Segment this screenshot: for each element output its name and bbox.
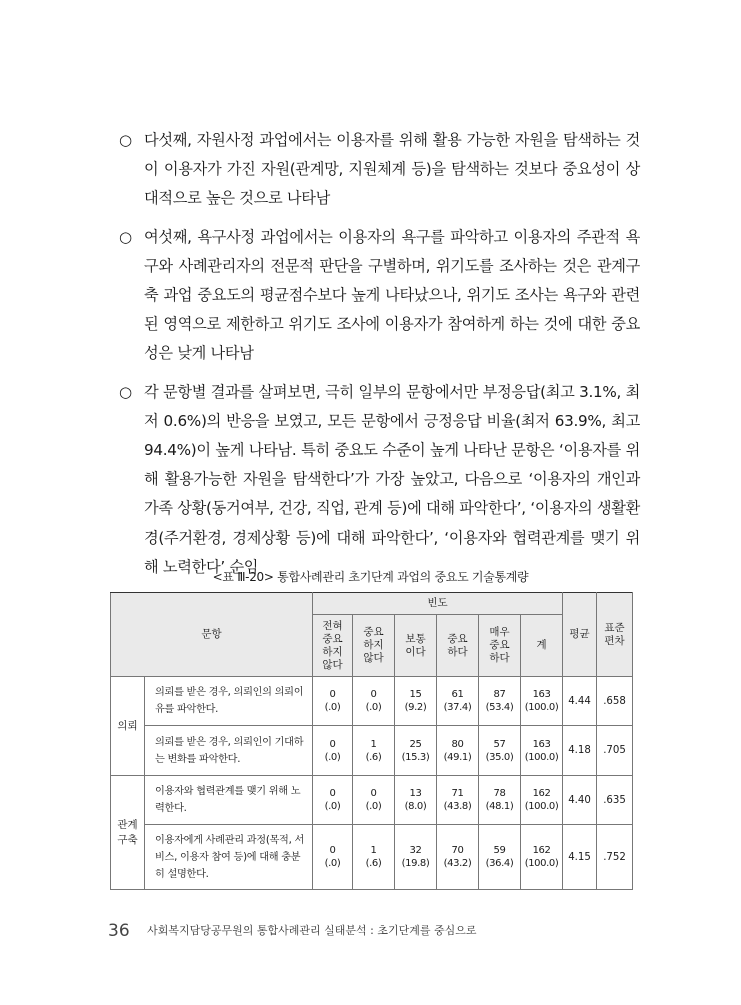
count: 0 <box>329 689 336 700</box>
sd-cell: .752 <box>597 825 633 890</box>
count: 1 <box>370 738 377 750</box>
header-line: 하다 <box>489 652 510 664</box>
percent: (53.4) <box>485 702 514 713</box>
percent: (43.2) <box>443 858 472 869</box>
header-sd-line: 편차 <box>604 634 625 647</box>
percent: (9.2) <box>404 702 427 713</box>
header-freq-col <box>313 615 353 677</box>
percent: (100.0) <box>524 751 559 763</box>
percent: (43.8) <box>443 801 472 812</box>
count: 162 <box>532 788 551 799</box>
group-label: 의뢰 <box>111 677 145 776</box>
freq-cell <box>437 726 479 776</box>
percent: (.0) <box>324 858 341 869</box>
percent: (100.0) <box>524 858 559 869</box>
freq-cell <box>313 726 353 776</box>
freq-cell <box>479 726 521 776</box>
count: 0 <box>329 738 336 750</box>
freq-cell <box>437 825 479 890</box>
item-text: 의뢰를 받은 경우, 의뢰인의 의뢰이유를 파악한다. <box>145 677 313 726</box>
count: 0 <box>329 845 336 856</box>
header-sd-line: 표준 <box>604 621 625 634</box>
sd-cell: .705 <box>597 726 633 776</box>
sd-cell: .658 <box>597 677 633 726</box>
header-line: 않다 <box>363 652 384 664</box>
table-row <box>111 825 633 890</box>
percent: (.0) <box>365 801 382 812</box>
header-line: 중요 <box>489 639 510 651</box>
table-caption: <표 Ⅲ-20> 통합사례관리 초기단계 과업의 중요도 기술통계량 <box>212 570 529 584</box>
freq-cell <box>313 776 353 825</box>
freq-cell <box>353 677 395 726</box>
freq-cell <box>395 776 437 825</box>
header-freq-col <box>353 615 395 677</box>
percent: (.0) <box>324 751 341 763</box>
percent: (48.1) <box>485 801 514 812</box>
header-line: 중요 <box>363 626 384 638</box>
count: 13 <box>409 788 422 799</box>
page-number: 36 <box>108 921 130 941</box>
freq-cell <box>313 825 353 890</box>
freq-cell <box>479 825 521 890</box>
count: 163 <box>532 689 551 700</box>
bullet-item <box>112 378 640 582</box>
count: 78 <box>493 788 506 799</box>
count: 59 <box>493 845 506 856</box>
percent: (19.8) <box>401 858 430 869</box>
header-line: 중요 <box>322 632 343 645</box>
count: 61 <box>451 689 464 700</box>
item-text: 의뢰를 받은 경우, 의뢰인이 기대하는 변화를 파악한다. <box>145 726 313 776</box>
count: 0 <box>329 788 336 799</box>
count: 57 <box>493 738 506 750</box>
header-frequency: 빈도 <box>313 593 563 615</box>
importance-stats-table <box>110 592 633 890</box>
percent: (.6) <box>365 858 382 869</box>
header-line: 보통 <box>405 632 426 645</box>
freq-cell <box>353 825 395 890</box>
header-line: 중요 <box>447 632 468 645</box>
percent: (100.0) <box>524 801 559 812</box>
freq-cell <box>395 825 437 890</box>
mean-cell: 4.15 <box>563 825 597 890</box>
freq-cell <box>521 825 563 890</box>
percent: (49.1) <box>443 751 472 763</box>
count: 0 <box>370 689 377 700</box>
item-text: 이용자와 협력관계를 맺기 위해 노력한다. <box>145 776 313 825</box>
count: 163 <box>532 738 551 750</box>
freq-cell <box>353 726 395 776</box>
header-freq-col <box>395 615 437 677</box>
header-line: 이다 <box>405 645 426 658</box>
percent: (.6) <box>365 751 382 763</box>
percent: (37.4) <box>443 702 472 713</box>
bullet-text: 다섯째, 자원사정 과업에서는 이용자를 위해 활용 가능한 자원을 탐색하는 것이 이용자가 가진 자원(관계망, 지원체계 등)을 탐색하는 것보다 중요성이 상대적으로 높은 것으로 나타남 <box>144 131 640 208</box>
percent: (.0) <box>365 702 382 713</box>
item-text: 이용자에게 사례관리 과정(목적, 서비스, 이용자 참여 등)에 대해 충분히 설명한다. <box>145 825 313 890</box>
running-title: 사회복지담당공무원의 통합사례관리 실태분석 : 초기단계를 중심으로 <box>147 924 477 937</box>
freq-cell <box>353 776 395 825</box>
bullet-marker: ○ <box>119 227 132 246</box>
count: 71 <box>451 788 464 799</box>
freq-cell <box>521 726 563 776</box>
count: 70 <box>451 845 464 856</box>
percent: (.0) <box>324 801 341 812</box>
sd-cell: .635 <box>597 776 633 825</box>
count: 162 <box>532 845 551 856</box>
count: 0 <box>370 788 377 799</box>
freq-cell <box>479 776 521 825</box>
header-freq-col <box>479 615 521 677</box>
freq-cell <box>313 677 353 726</box>
header-freq-col <box>521 615 563 677</box>
page-footer <box>108 921 476 941</box>
header-line: 매우 <box>489 626 510 638</box>
table-row <box>111 776 633 825</box>
group-label-line: 관계 <box>117 818 138 831</box>
table-row <box>111 726 633 776</box>
freq-cell <box>437 677 479 726</box>
mean-cell: 4.18 <box>563 726 597 776</box>
header-mean: 평균 <box>563 593 597 677</box>
header-line: 계 <box>536 639 547 651</box>
group-label <box>111 776 145 890</box>
bullet-item <box>112 223 640 369</box>
freq-cell <box>479 677 521 726</box>
count: 80 <box>451 738 464 750</box>
count: 32 <box>409 845 422 856</box>
header-line: 하다 <box>447 645 468 658</box>
percent: (35.0) <box>485 751 514 763</box>
count: 25 <box>409 738 422 750</box>
bullet-item <box>112 126 640 214</box>
freq-cell <box>395 726 437 776</box>
bullet-list <box>112 126 640 591</box>
bullet-text: 여섯째, 욕구사정 과업에서는 이용자의 욕구를 파악하고 이용자의 주관적 욕구와 사례관리자의 전문적 판단을 구별하며, 위기도를 조사하는 것은 관계구축 과업 중요도의 평균점수보다 높게 나타났으나, 위기도 조사는 욕구와 관련된 영역으로 제한하고 위기도 조사에 이용자가 참여하게 하는 것에 대한 중요성은 낮게 나타남 <box>144 227 640 363</box>
header-sd <box>597 593 633 677</box>
table-row <box>111 677 633 726</box>
header-item: 문항 <box>111 593 313 677</box>
mean-cell: 4.44 <box>563 677 597 726</box>
count: 1 <box>370 845 377 856</box>
bullet-text: 각 문항별 결과를 살펴보면, 극히 일부의 문항에서만 부정응답(최고 3.1%, 최저 0.6%)의 반응을 보였고, 모든 문항에서 긍정응답 비율(최저 63.9%, 최고 94.4%)이 높게 나타남. 특히 중요도 수준이 높게 나타난 문항은 ‘이용자를 위해 활용가능한 자원을 탐색한다’가 가장 높았고, 다음으로 ‘이용자의 개인과 가족 상황(동거여부, 건강, 직업, 관계 등)에 대해 파악한다’, ‘이용자의 생활환경(주거환경, 경제상황 등)에 대해 파악한다’, ‘이용자와 협력관계를 맺기 위해 노력한다’ 순임 <box>144 382 640 576</box>
count: 15 <box>409 689 422 700</box>
percent: (100.0) <box>524 702 559 713</box>
bullet-marker: ○ <box>119 382 132 401</box>
header-line: 전혀 <box>322 619 343 632</box>
group-label-line: 구축 <box>117 833 138 846</box>
freq-cell <box>395 677 437 726</box>
freq-cell <box>521 677 563 726</box>
count: 87 <box>493 689 506 700</box>
mean-cell: 4.40 <box>563 776 597 825</box>
percent: (36.4) <box>485 858 514 869</box>
percent: (15.3) <box>401 751 430 763</box>
freq-cell <box>437 776 479 825</box>
freq-cell <box>521 776 563 825</box>
header-line: 하지 <box>363 639 384 651</box>
percent: (8.0) <box>404 801 427 812</box>
bullet-marker: ○ <box>119 131 132 149</box>
percent: (.0) <box>324 702 341 713</box>
header-freq-col <box>437 615 479 677</box>
header-line: 하지 <box>322 645 343 658</box>
header-line: 않다 <box>322 658 343 671</box>
